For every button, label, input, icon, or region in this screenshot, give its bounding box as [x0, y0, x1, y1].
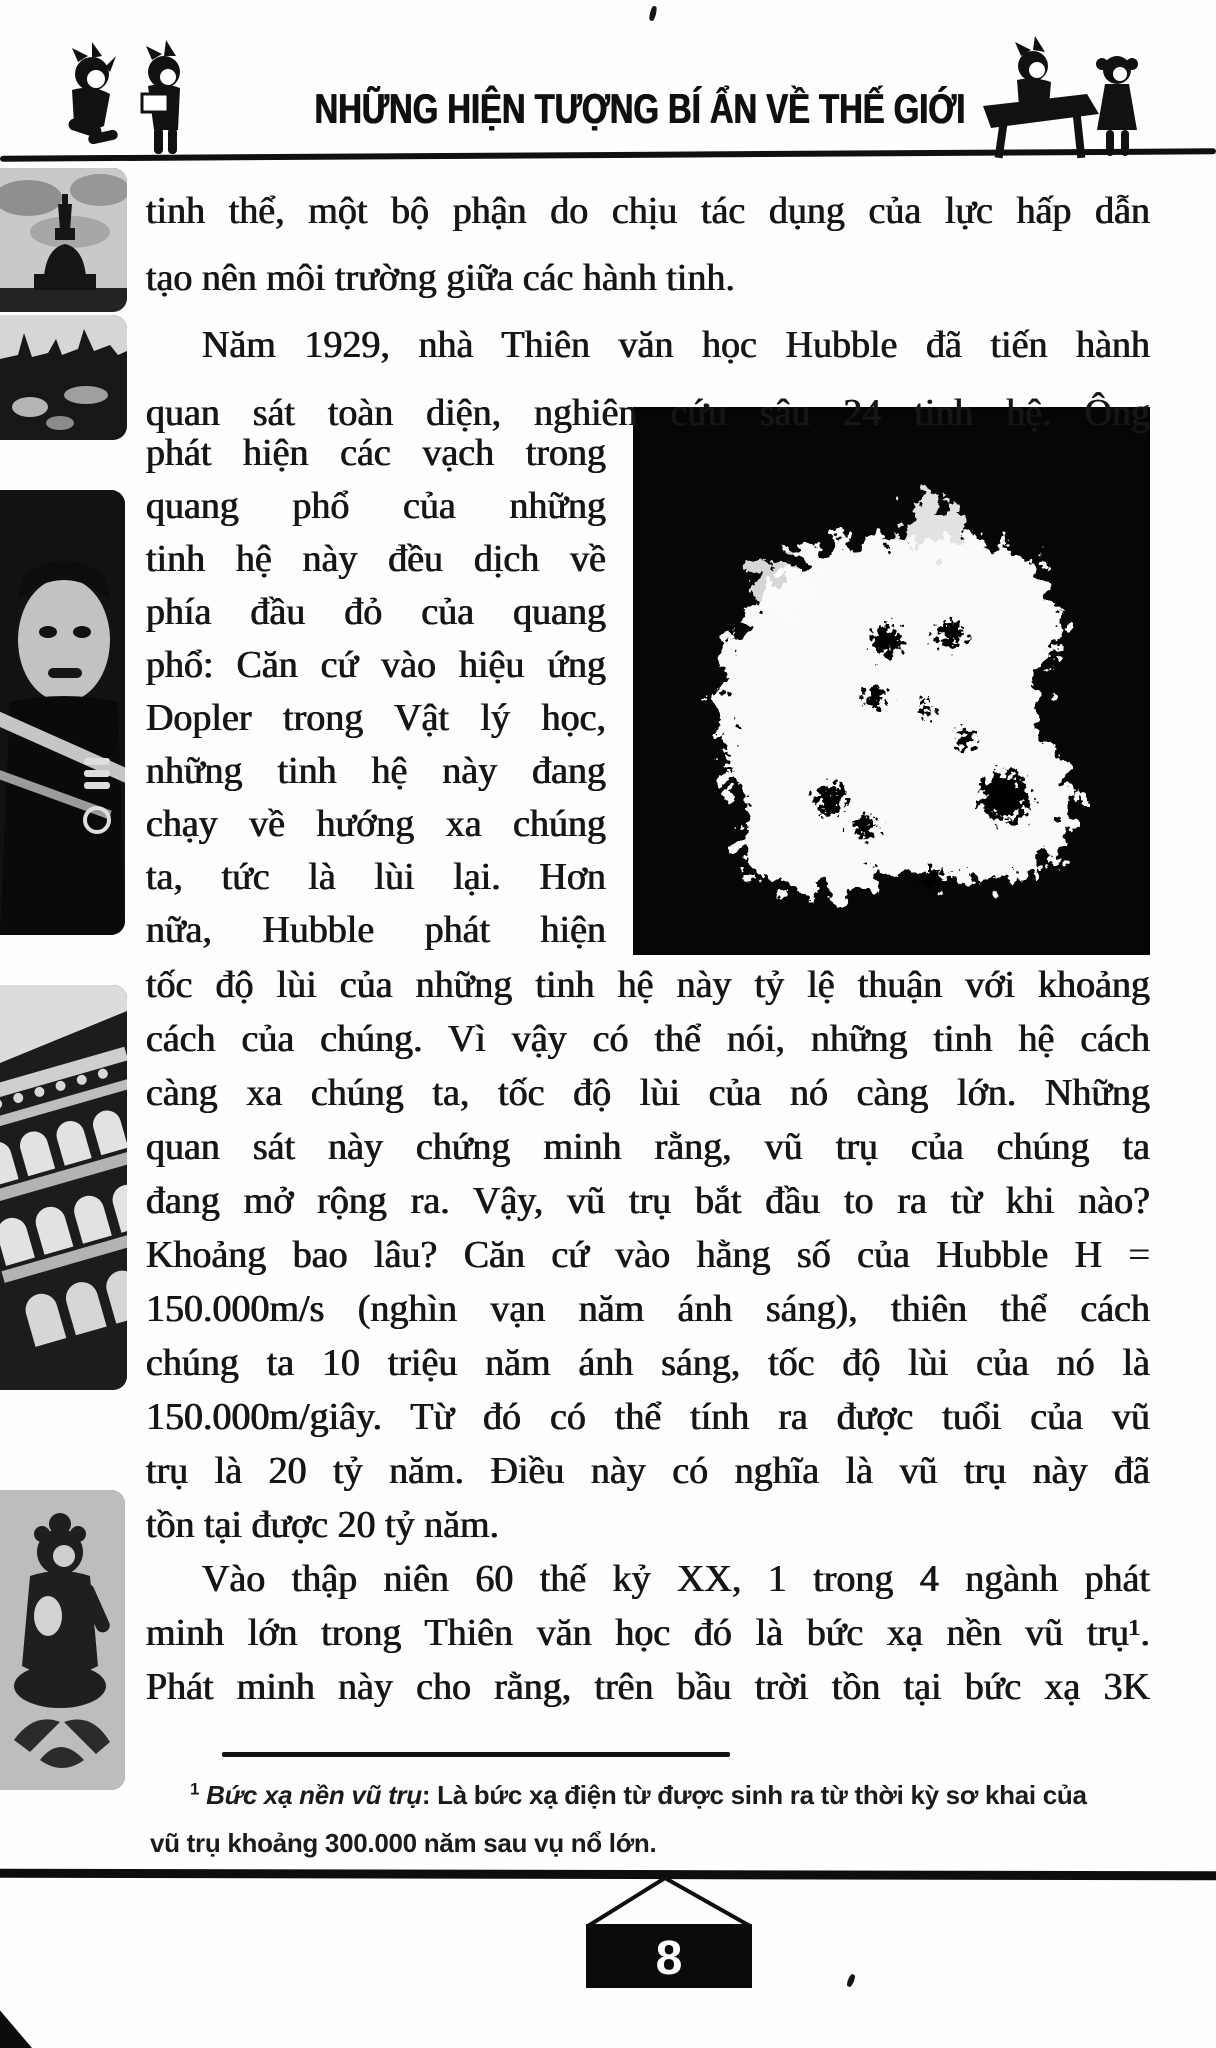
body-line: cách của chúng. Vì vậy có thể nói, những tinh hệ cách	[146, 1018, 1150, 1060]
body-line: phổ: Căn cứ vào hiệu ứng	[146, 644, 606, 686]
body-line: Năm 1929, nhà Thiên văn học Hubble đã tiến hành	[202, 324, 1150, 366]
footnote-line	[150, 1772, 1160, 1818]
body-line: quan sát toàn diện, nghiên cứu sâu 24 tinh hệ. Ông	[146, 392, 1150, 434]
body-line: càng xa chúng ta, tốc độ lùi của nó càng lớn. Những	[146, 1072, 1150, 1114]
body-line: tinh hệ này đều dịch về	[146, 538, 606, 580]
body-line: minh lớn trong Thiên văn học đó là bức xạ nền vũ trụ¹.	[146, 1612, 1150, 1654]
sidebar-photo-portrait	[0, 490, 125, 935]
star-cluster-photo	[633, 407, 1150, 955]
body-line: Khoảng bao lâu? Căn cứ vào hằng số của Hubble H =	[146, 1234, 1150, 1276]
body-line: ta, tức là lùi lại. Hơn	[146, 856, 606, 898]
body-line: 150.000m/s (nghìn vạn năm ánh sáng), thiên thể cách	[146, 1288, 1150, 1330]
footnote-marker: 1	[190, 1779, 200, 1799]
scan-corner-shadow	[0, 2008, 32, 2048]
scan-speck	[88, 282, 95, 289]
page-title: NHỮNG HIỆN TƯỢNG BÍ ẨN VỀ THẾ GIỚI	[314, 85, 966, 132]
body-line: chúng ta 10 triệu năm ánh sáng, tốc độ lùi của nó là	[146, 1342, 1150, 1384]
body-line: Dopler trong Vật lý học,	[146, 697, 606, 739]
footnote-rule	[222, 1752, 730, 1757]
body-line: quan sát này chứng minh rằng, vũ trụ của chúng ta	[146, 1126, 1150, 1168]
body-line: nữa, Hubble phát hiện	[146, 909, 606, 951]
body-line: Vào thập niên 60 thế kỷ XX, 1 trong 4 ngành phát	[202, 1558, 1150, 1600]
sidebar-photo-buddha	[0, 1490, 125, 1790]
children-reading-illustration-left	[58, 34, 218, 162]
body-line: tạo nên môi trường giữa các hành tinh.	[146, 257, 735, 299]
body-line: tinh thể, một bộ phận do chịu tác dụng của lực hấp dẫn	[146, 190, 1150, 232]
footnote-line: vũ trụ khoảng 300.000 năm sau vụ nổ lớn.	[150, 1828, 657, 1858]
page-number: 8	[655, 1932, 683, 1985]
body-line: tồn tại được 20 tỷ năm.	[146, 1504, 500, 1546]
body-line: đang mở rộng ra. Vậy, vũ trụ bắt đầu to ra từ khi nào?	[146, 1180, 1150, 1222]
body-line: phía đầu đỏ của quang	[146, 591, 606, 633]
scan-speck	[846, 1973, 856, 1987]
footnote-term: Bức xạ nền vũ trụ	[206, 1780, 422, 1810]
page-number-sign	[560, 1874, 780, 1996]
body-line: 150.000m/giây. Từ đó có thể tính ra được tuổi của vũ	[146, 1396, 1150, 1438]
body-line: tốc độ lùi của những tinh hệ này tỷ lệ thuận với khoảng	[146, 964, 1150, 1006]
sidebar-photo-ruins	[0, 315, 127, 440]
body-line: những tinh hệ này đang	[146, 750, 606, 792]
sidebar-photo-stupa	[0, 168, 127, 312]
sidebar-photo-colosseum	[0, 985, 127, 1390]
body-line: Phát minh này cho rằng, trên bầu trời tồn tại bức xạ 3K	[146, 1666, 1150, 1708]
body-line: phát hiện các vạch trong	[146, 432, 606, 474]
body-line: quang phổ của những	[146, 485, 606, 527]
footnote-text: : Là bức xạ điện từ được sinh ra từ thời kỳ sơ khai của	[421, 1780, 1087, 1810]
scan-speck	[648, 5, 657, 21]
body-line: chạy về hướng xa chúng	[146, 803, 606, 845]
body-line: trụ là 20 tỷ năm. Điều này có nghĩa là vũ trụ này đã	[146, 1450, 1150, 1492]
